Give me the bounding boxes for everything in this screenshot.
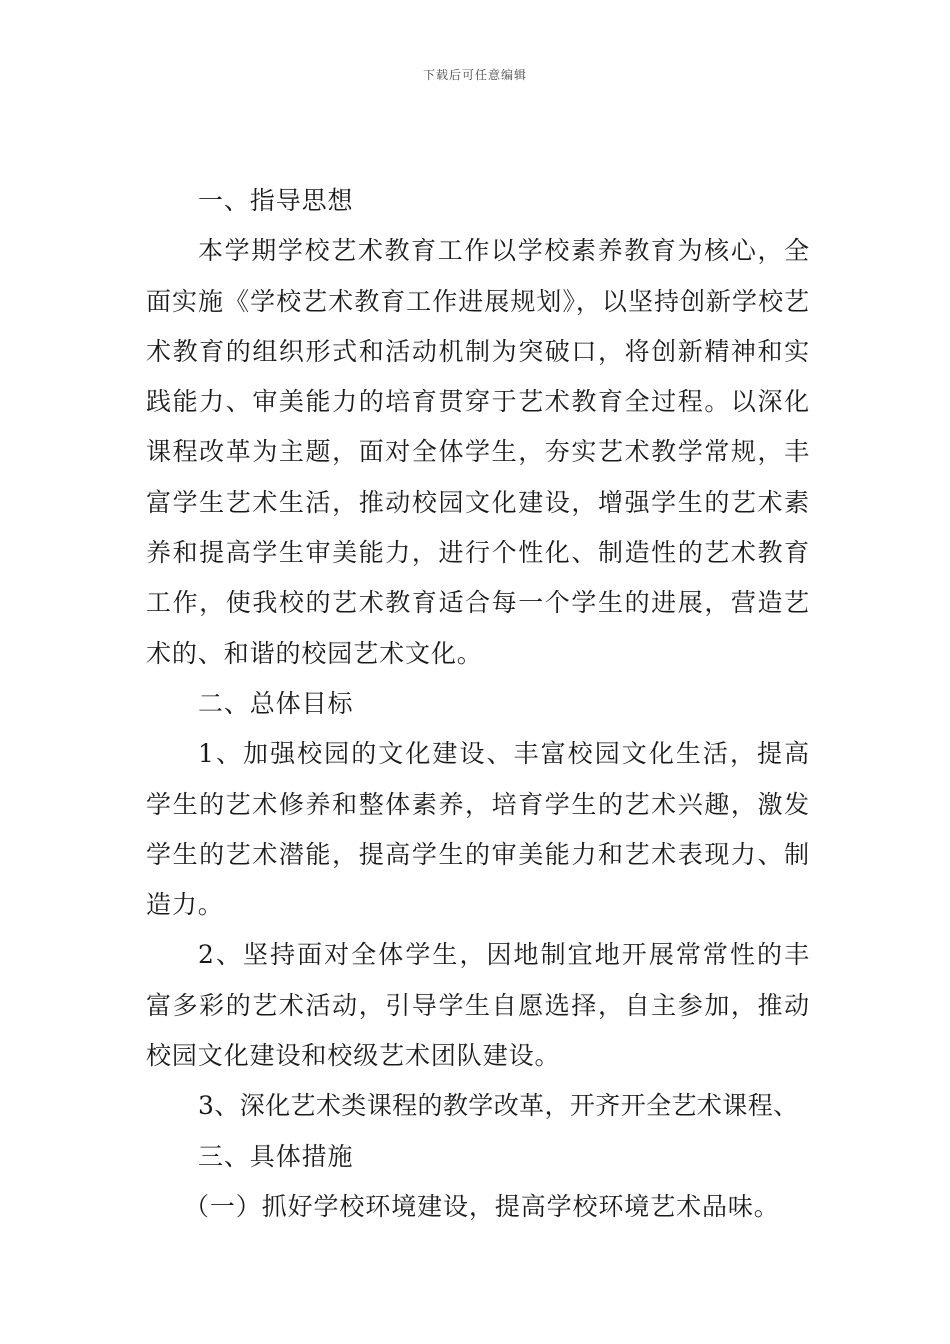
goal-item-3: 3、深化艺术类课程的教学改革，开齐开全艺术课程、 bbox=[198, 1091, 799, 1121]
page-header-note: 下载后可任意编辑 bbox=[422, 68, 527, 82]
goal-item-2: 2、坚持面对全体学生，因地制宜地开展常常性的丰富多彩的艺术活动，引导学生自愿选择，自主参加，推动校园文化建设和校级艺术团队建设。 bbox=[146, 940, 810, 1071]
body-paragraph-guiding-ideology: 本学期学校艺术教育工作以学校素养教育为核心，全面实施《学校艺术教育工作进展规划》，以坚持创新学校艺术教育的组织形式和活动机制为突破口，将创新精神和实践能力、审美能力的培育贯穿于艺术教育全过程。以深化课程改革为主题，面对全体学生，夯实艺术教学常规，丰富学生艺术生活，推动校园文化建设，增强学生的艺术素养和提高学生审美能力，进行个性化、制造性的艺术教育工作，使我校的艺术教育适合每一个学生的进展，营造艺术的、和谐的校园艺术文化。 bbox=[146, 236, 810, 668]
section-heading-guiding-ideology: 一、指导思想 bbox=[198, 186, 354, 215]
goal-item-1: 1、加强校园的文化建设、丰富校园文化生活，提高学生的艺术修养和整体素养，培育学生的艺术兴趣，激发学生的艺术潜能，提高学生的审美能力和艺术表现力、制造力。 bbox=[146, 739, 810, 920]
section-heading-overall-goals: 二、总体目标 bbox=[198, 688, 354, 718]
section-heading-specific-measures: 三、具体措施 bbox=[198, 1141, 354, 1171]
document-body bbox=[146, 176, 810, 1232]
measure-item-1: （一）抓好学校环境建设，提高学校环境艺术品味。 bbox=[184, 1191, 780, 1221]
